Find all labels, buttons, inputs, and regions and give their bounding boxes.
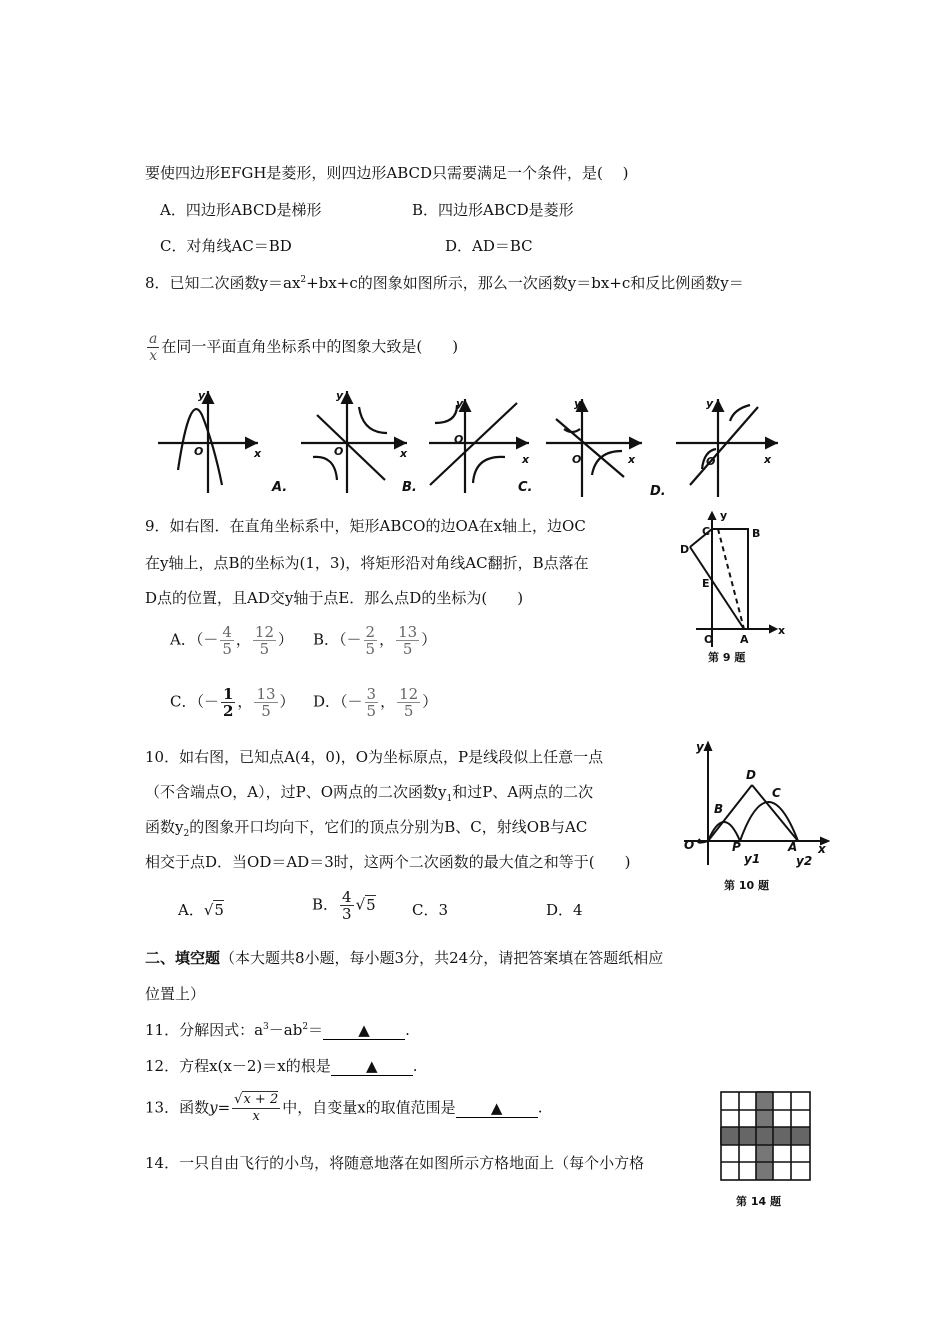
graph-a [158,391,258,493]
q11: 11．分解因式：$a^3-ab^2=$ ▲ . [145,1021,410,1039]
q10-option-b: B． $\frac{4}{3}$ √5 [312,888,376,923]
graph-b [301,391,407,493]
q9-option-b: B．（－ $\frac{2}{5}$ ， $\frac{13}{5}$ ） [313,623,437,658]
svg-text:D: D [746,768,756,782]
q9-option-d: D．（－ $\frac{3}{5}$ ， $\frac{12}{5}$ ） [313,685,438,720]
svg-text:B: B [752,527,761,540]
q10-option-a: A．√5 [178,901,224,919]
graph-b-y-label: y [336,389,344,402]
svg-text:y: y [720,509,728,522]
graph-label-b: B. [402,480,417,495]
q10-line-3: 函数$y_2$的图象开口均向下，它们的顶点分别为B、C，射线OB与AC [145,818,588,839]
graph-label-a: A. [272,480,288,495]
svg-text:B: B [714,802,724,816]
q9-figure [676,507,796,669]
graph-a-y-label: y [198,389,206,402]
q8-stem: 8．已知二次函数$y=ax^2+bx+c$的图象如图所示，那么一次函数y＝bx+c和反比例函数y＝ [145,274,744,292]
svg-text:O: O [704,633,714,646]
svg-text:E: E [702,577,710,590]
q8-option-graphs [150,385,810,503]
q11-answer-blank[interactable]: ▲ [323,1021,405,1040]
q12-answer-blank[interactable]: ▲ [331,1057,413,1076]
q12: 12．方程x(x－2)＝x的根是 ▲ . [145,1057,418,1075]
svg-text:x: x [778,624,786,637]
svg-text:A: A [788,840,798,854]
q7-option-c: C．对角线AC＝BD [160,237,292,255]
graph-e-origin: O [706,455,716,468]
q14: 14．一只自由飞行的小鸟，将随意地落在如图所示方格地面上（每个小方格 [145,1154,645,1172]
q8-stem-continued: $\frac{a}{x}$ 在同一平面直角坐标系中的图象大致是( ) [149,331,459,364]
graph-b-x-label: x [400,447,408,460]
q9-line-2: 在y轴上，点B的坐标为(1，3)，将矩形沿对角线AC翻折，B点落在 [145,554,589,572]
q14-grid-figure [720,1091,815,1211]
graph-d-x-label: x [628,453,636,466]
q13-answer-blank[interactable]: ▲ [456,1099,538,1118]
q10-option-d: D．4 [546,901,583,919]
q9-line-1: 9．如右图．在直角坐标系中，矩形ABCO的边OA在x轴上，边OC [145,517,586,535]
q9-option-c: C．（－ $\frac{1}{2}$ ， $\frac{13}{5}$ ） [170,685,295,720]
q8-fraction-a-over-x: $\frac{a}{x}$ [149,331,158,364]
graph-a-origin: O [194,445,204,458]
svg-text:x: x [818,842,826,856]
graph-b-origin: O [334,445,344,458]
graph-label-d: D. [650,484,666,499]
graph-a-x-label: x [254,447,262,460]
q10-line-1: 10．如右图，已知点A(4，0)，O为坐标原点，P是线段似上任意一点 [145,748,604,766]
svg-text:A: A [740,633,749,646]
graph-e [676,399,778,497]
graph-label-c: C. [518,480,533,495]
svg-text:y1: y1 [744,852,761,866]
graph-c-origin: O [454,433,464,446]
section-2-header-continued: 位置上） [145,985,206,1003]
svg-text:y2: y2 [796,854,813,868]
svg-text:y: y [696,740,704,754]
q14-caption: 第 14 题 [736,1195,781,1208]
section-2-header: 二、填空题（本大题共8小题，每小题3分，共24分，请把答案填在答题纸相应 [145,949,664,967]
graph-d-y-label: y [574,397,582,410]
graph-d-origin: O [572,453,582,466]
q7-option-d: D．AD＝BC [445,237,533,255]
q10-figure [680,735,830,895]
q9-option-a: A．（－ $\frac{4}{5}$ ， $\frac{12}{5}$ ） [170,623,294,658]
q7-option-a: A．四边形ABCD是梯形 [160,201,322,219]
graph-c-y-label: y [456,397,464,410]
q7-stem: 要使四边形EFGH是菱形，则四边形ABCD只需要满足一个条件，是( ) [145,164,629,182]
graph-e-x-label: x [764,453,772,466]
graph-d [546,399,642,497]
q13: 13．函数y= $\frac{√x + 2}{x}$ 中，自变量x的取值范围是 ▲ . [145,1092,543,1124]
q10-line-2: （不含端点O，A），过P、O两点的二次函数$y_1$和过P、A两点的二次 [145,783,594,804]
graph-c [429,399,529,493]
svg-text:O: O [684,838,695,852]
q7-option-b: B．四边形ABCD是菱形 [412,201,574,219]
q9-line-3: D点的位置，且AD交y轴于点E．那么点D的坐标为( ) [145,589,524,607]
q10-caption: 第 10 题 [724,879,769,892]
graph-e-y-label: y [706,397,714,410]
q9-caption: 第 9 题 [708,651,746,664]
svg-text:C: C [772,786,781,800]
svg-text:D: D [680,543,690,556]
q10-line-4: 相交于点D．当OD＝AD＝3时，这两个二次函数的最大值之和等于( ) [145,853,631,871]
graph-c-x-label: x [522,453,530,466]
q10-option-c: C．3 [412,901,449,919]
svg-text:P: P [732,840,741,854]
svg-text:C: C [702,525,711,538]
